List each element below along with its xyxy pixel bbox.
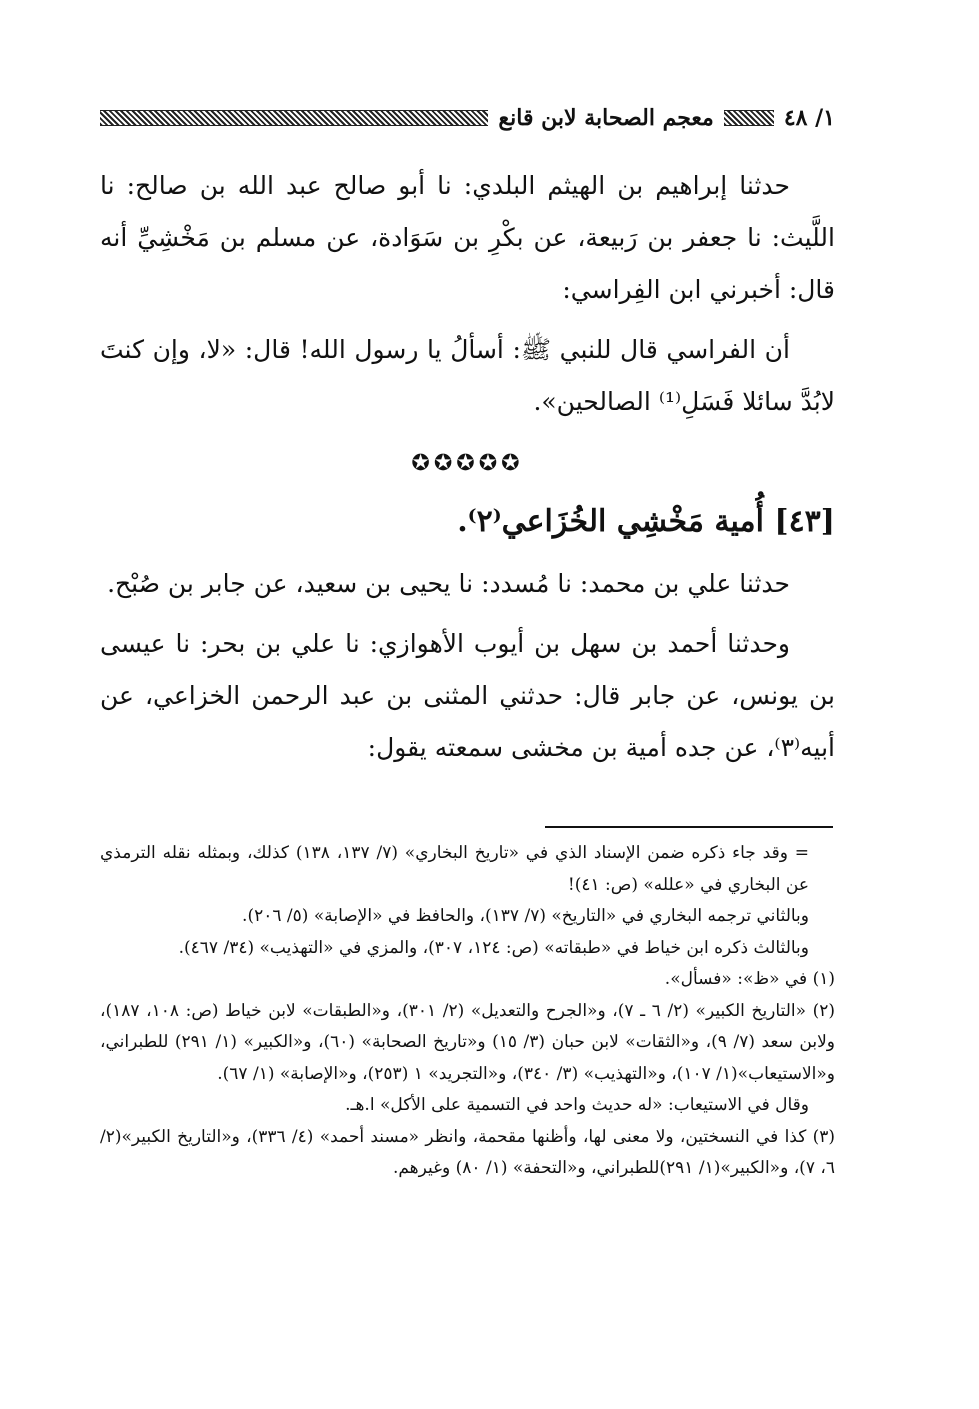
page-number: ١/ ٤٨	[783, 105, 835, 131]
footnotes	[100, 838, 835, 1185]
paragraph-hadith: أن الفراسي قال للنبي ﷺ: أسألُ يا رسول الله! قال: «لا، وإن كنتَ لابُدَّ سائلا فَسَلِ⁽¹⁾ الصالحين».	[100, 335, 835, 416]
footnote-2: (٢) «التاريخ الكبير» (٢/ ٦ ـ ٧)، و«الجرح والتعديل» (٢/ ٣٠١)، و«الطبقات» لابن خياط (ص: ١٠٨، ١٨٧)، ولابن سعد (٧/ ٩)، و«الثقات» لابن حبان (٣/ ١٥) و«تاريخ الصحابة» (٦٠)، و«الكبير» (١/ ٢٩١) للطبراني، و«الاستيعاب»(١/ ١٠٧)، و«التهذيب» (٣/ ٣٤٠)، و«التجريد» ١ (٢٥٣)، و«الإصابة» (١/ ٦٧).	[100, 1000, 836, 1084]
paragraph-entry-1: حدثنا علي بن محمد: نا مُسدد: نا يحيى بن سعيد، عن جابر بن صُبْح.	[107, 569, 790, 598]
paragraph-entry-2: وحدثنا أحمد بن سهل بن أيوب الأهوازي: نا علي بن بحر: نا عيسى بن يونس، عن جابر قال: حدثني المثنى بن عبد الرحمن الخزاعي، عن أبيه⁽٣⁾، عن جده أمية بن مخشى سمعته يقول:	[100, 629, 835, 762]
footnote-continuation-2: وبالثاني ترجمه البخاري في «التاريخ» (٧/ ١٣٧)، والحافظ في «الإصابة» (٥/ ٢٠٦).	[242, 906, 809, 926]
footnote-continuation-3: وبالثالث ذكره ابن خياط في «طبقاته» (ص: ١٢٤، ٣٠٧)، والمزي في «التهذيب» (٣٤/ ٤٦٧).	[178, 937, 809, 958]
book-title: معجم الصحابة لابن قانع	[498, 105, 714, 131]
header-ornament-right	[724, 110, 774, 126]
footnote-1: (١) في «ظ»: «فسأل».	[664, 969, 835, 989]
footnote-continuation-1: = وقد جاء ذكره ضمن الإسناد الذي في «تاريخ البخاري» (٧/ ١٣٧، ١٣٨) كذلك، وبمثله نقله الترمذي عن البخاري في «علله» (ص: ٤١)!	[100, 843, 809, 895]
main-text	[100, 160, 835, 782]
running-header	[100, 100, 835, 136]
header-ornament-left	[100, 110, 488, 126]
footnote-divider	[545, 826, 833, 828]
footnote-3: (٣) كذا في النسختين، ولا معنى لها، وأظنها مقحمة، وانظر «مسند أحمد» (٤/ ٣٣٦)، و«التاريخ الكبير»(٢/ ٦، ٧)، و«الكبير»(١/ ٢٩١)للطبراني، و«التحفة» (١/ ٨٠) وغيرهم.	[100, 1126, 835, 1178]
paragraph-isnad: حدثنا إبراهيم بن الهيثم البلدي: نا أبو صالح عبد الله بن صالح: نا اللَّيث: نا جعفر بن رَبيعة، عن بكْرِ بن سَوَادة، عن مسلم بن مَخْشِيِّ أنه قال: أخبرني ابن الفِراسي:	[100, 171, 835, 304]
footnote-2-addendum: وقال في الاستيعاب: «له حديث واحد في التسمية على الأكل» ا.هـ.	[345, 1095, 809, 1115]
section-separator: ✪✪✪✪✪	[411, 451, 524, 476]
entry-heading: [٤٣] أُمية مَخْشِي الخُزَاعي⁽٢⁾.	[457, 504, 835, 539]
